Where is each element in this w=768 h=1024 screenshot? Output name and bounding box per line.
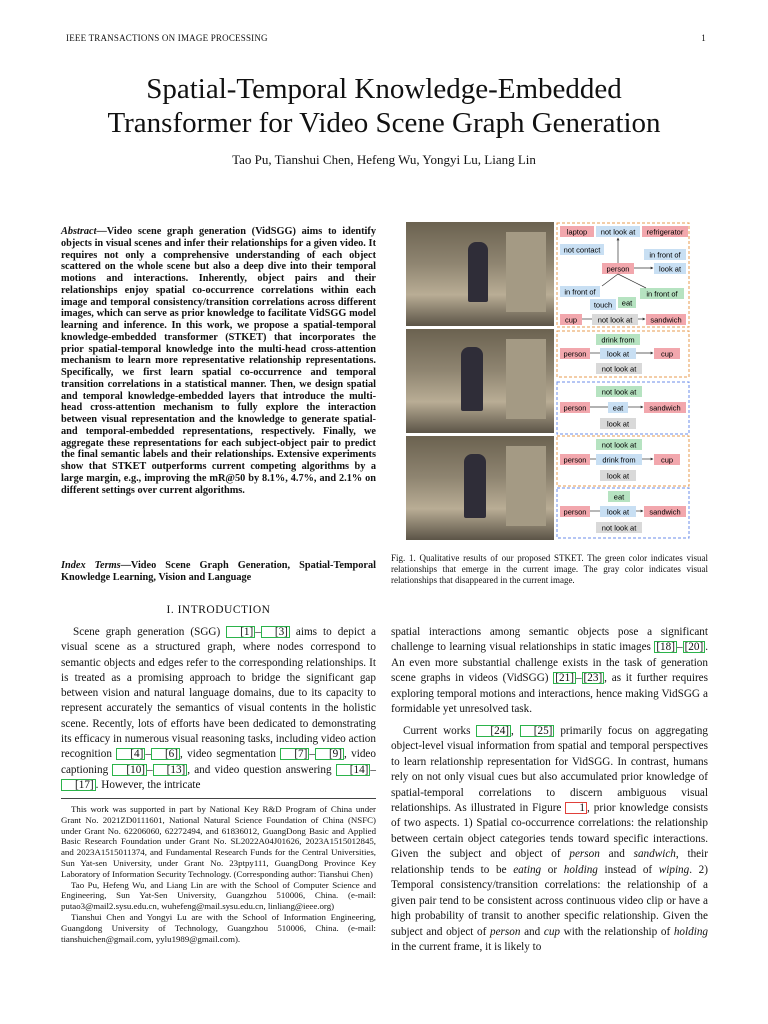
- index-terms-text: —Video Scene Graph Generation, Spatial-Temporal Knowledge Learning, Vision and Language: [61, 560, 376, 583]
- node-laptop-label: laptop: [566, 227, 588, 237]
- p3-look-at-label: look at: [606, 419, 630, 429]
- citation-link[interactable]: [24]: [476, 725, 511, 737]
- citation-link[interactable]: [17]: [61, 779, 96, 791]
- person-silhouette: [464, 454, 486, 518]
- node-not-look-at-label: not look at: [600, 227, 636, 237]
- p3-not-look-at-label: not look at: [601, 387, 637, 397]
- footnote-affiliation-1: Tao Pu, Hefeng Wu, and Liang Lin are with the School of Computer Science and Engineering, Sun Yat-Sen University, Guangzhou 510006, China. (e-mail: putao3@mail2.sysu.edu.cn, wuhefeng@mail.sysu.edu.cn, linliang@ieee.org): [61, 879, 376, 912]
- p5-eat-label: eat: [613, 492, 625, 502]
- p2-look-at-label: look at: [606, 349, 630, 359]
- citation-link[interactable]: [25]: [520, 725, 555, 737]
- abstract: [61, 226, 376, 496]
- author-list: Tao Pu, Tianshui Chen, Hefeng Wu, Yongyi Lu, Liang Lin: [232, 152, 536, 167]
- node-eat-label: eat: [621, 298, 633, 308]
- intro-paragraph: spatial interactions among semantic objects pose a significant challenge to learning visual relationships in static images [18] – [20] . An even more substantial challenge exists in the task of generation scene graphs in videos (VidSGG) [21] – [23] , as it further requires exploring temporal motions and interactions, hence making VidSGG a formidable yet unresolved task.: [391, 626, 708, 716]
- node-look-at-label: look at: [658, 264, 682, 274]
- abstract-label: Abstract: [61, 226, 97, 237]
- citation-link[interactable]: [13]: [153, 764, 188, 776]
- citation-link[interactable]: [21]: [555, 672, 574, 685]
- footnotes: [61, 804, 376, 944]
- p2-drink-from-label: drink from: [601, 335, 635, 345]
- citation-link[interactable]: [6]: [151, 748, 180, 760]
- panel-1-border: [557, 223, 689, 327]
- page-number: 1: [701, 33, 706, 43]
- p3-person-label: person: [563, 403, 587, 413]
- journal-name: IEEE TRANSACTIONS ON IMAGE PROCESSING: [66, 33, 268, 43]
- p5-not-look-at-label: not look at: [601, 523, 637, 533]
- node-in-front-of-r2-label: in front of: [646, 289, 678, 299]
- citation-link[interactable]: [18]: [656, 641, 675, 654]
- figure-link[interactable]: 1: [565, 802, 587, 814]
- abstract-text: —Video scene graph generation (VidSGG) aims to identify objects in visual scenes and infer their relationships for a given video. It requires not only a comprehensive understanding of each object scattered on the whole scene but also a deep dive into their temporal motions and interactions. Inherently, object pairs and their relationships enjoy spatial co-occurrence correlations within each image and temporal consistency/transition correlations across different images, which can serve as prior knowledge to facilitate VidSGG model learning and inference. In this work, we propose a spatial-temporal knowledge-embedded transformer (STKET) that incorporates the prior spatial-temporal knowledge into the multi-head cross-attention mechanism to learn more representative relationship representations. Specifically, we first learn spatial co-occurrence and temporal transition correlations in a statistical manner. Then, we design spatial and temporal knowledge-embedded layers that introduce the multi-head cross-attention mechanism to fully explore the interaction between visual representation and the knowledge to generate spatial- and temporal-embedded representations, respectively. Finally, we aggregate these representations for each subject-object pair to predict the final semantic labels and their relationships. Extensive experiments show that STKET outperforms current competing algorithms by a large margin, e.g., improving the mR@50 by 8.1%, 4.7%, and 2.1% on different settings over current algorithms.: [61, 226, 376, 496]
- node-refrigerator-label: refrigerator: [646, 227, 684, 237]
- intro-left-column: [61, 625, 376, 793]
- section-heading: [61, 604, 376, 616]
- scene-graph-diagrams: [556, 222, 690, 540]
- node-cup-label: cup: [564, 315, 578, 325]
- refrigerator-shape: [506, 446, 546, 526]
- p5-look-at-label: look at: [606, 507, 630, 517]
- node-not-contact-label: not contact: [563, 245, 601, 255]
- video-frame-2: [406, 329, 554, 433]
- p4-not-look-at-label: not look at: [601, 440, 637, 450]
- intro-right-column: [391, 625, 708, 956]
- node-sandwich-label: sandwich: [650, 315, 682, 325]
- p2-cup-label: cup: [660, 349, 674, 359]
- p5-sandwich-label: sandwich: [649, 507, 681, 517]
- citation-link[interactable]: [3]: [261, 626, 290, 638]
- person-silhouette: [461, 347, 483, 411]
- figure-caption: Fig. 1. Qualitative results of our proposed STKET. The green color indicates visual relationships that emerge in the current image. The gray color indicates visual relationships that disappeared in the current image.: [391, 553, 708, 585]
- p4-cup-label: cup: [660, 455, 674, 465]
- citation-link[interactable]: [20]: [684, 641, 704, 654]
- video-frame-1: [406, 222, 554, 326]
- p5-person-label: person: [563, 507, 587, 517]
- footnote-affiliation-2: Tianshui Chen and Yongyi Lu are with the School of Information Engineering, Guangdong University of Technology, Guangzhou 510006, China. (e-mail: tianshuichen@gmail.com, yylu1989@gmail.com).: [61, 911, 376, 944]
- citation-link[interactable]: [1]: [226, 626, 255, 638]
- p4-drink-from-label: drink from: [602, 455, 636, 465]
- node-person-label: person: [606, 264, 630, 274]
- paper-title: [0, 72, 768, 140]
- citation-link[interactable]: [14]: [336, 764, 371, 776]
- node-in-front-of-r-label: in front of: [649, 250, 681, 260]
- p4-look-at-label: look at: [606, 471, 630, 481]
- running-header: [66, 33, 706, 43]
- p3-sandwich-label: sandwich: [649, 403, 681, 413]
- section-number: I.: [166, 604, 175, 616]
- footnote-rule: [61, 798, 376, 799]
- figure-1: [406, 222, 690, 540]
- intro-paragraph: Current works [24] , [25] primarily focus on aggregating object-level visual information from spatial and temporal perspectives to learn relationship representation for VidSGG. In contrast, humans rely on not only visual cues but also accumulated prior knowledge of spatial-temporal correlations to discern ambiguous visual relationships. As illustrated in Figure 1 , prior knowledge consists of two aspects. 1) Spatial co-occurrence correlations: the relationship between certain object categories tends toward specific interactions. Given the subject and object of person and sandwich, their relationship tends to be eating or holding instead of wiping. 2) Temporal consistency/transition correlations: the relationship of a given pair tend to be consistent across continuous video clip or have a high probability of transit to another specific relationship. Given the subject and object of person and cup with the relationship of holding in the current frame, it is likely to: [391, 724, 709, 954]
- node-in-front-of-l-label: in front of: [564, 287, 596, 297]
- citation-link[interactable]: [23]: [583, 672, 603, 685]
- intro-paragraph: Scene graph generation (SGG) [1] – [3] aims to depict a visual scene as a structured graph, where nodes correspond to semantic objects and edges refer to the corresponding relationships. It is treated as a promising approach to bridge the significant gap between vision and natural language domains, due to its capacity to represent accurately the semantics of visual contents in the holistic scene. Recently, lots of efforts have been dedicated to demonstrating its efficacy in numerous visual reasoning tasks, including video action recognition [4] – [6] , video segmentation [7] – [9] , video captioning [10] – [13] , and video question answering [14] –[17] . However, the intricate: [61, 626, 376, 791]
- node-touch-label: touch: [593, 300, 613, 310]
- p3-eat-label: eat: [612, 403, 624, 413]
- footnote-funding: This work was supported in part by National Key R&D Program of China under Grant No. 2021ZD0111601, National Natural Science Foundation of China (NSFC) under Grant No. 62206060, 62272494, and 61836012, GuangDong Basic and Applied Basic Research Foundation under Grant No. SL2022A04J01626, 2023A1515012845, and 2023A1515011374, and Fundamental Research Funds for the Central Universities, Sun Yat-sen University, under Grant No. 23ptpy111, GuangDong Province Key Laboratory of Information Security Technology. (Corresponding author: Tianshui Chen): [61, 804, 376, 879]
- citation-link[interactable]: [7]: [280, 748, 309, 760]
- section-title: INTRODUCTION: [177, 604, 271, 616]
- title-line-1: Spatial-Temporal Knowledge-Embedded: [146, 73, 622, 105]
- p4-person-label: person: [563, 455, 587, 465]
- p2-not-look-at-label: not look at: [601, 364, 637, 374]
- index-terms: [61, 560, 376, 584]
- refrigerator-shape: [506, 232, 546, 312]
- refrigerator-shape: [506, 339, 546, 419]
- person-silhouette: [468, 242, 488, 302]
- citation-link[interactable]: [9]: [315, 748, 344, 760]
- title-line-2: Transformer for Video Scene Graph Generation: [107, 107, 661, 139]
- index-terms-label: Index Terms: [61, 560, 121, 571]
- citation-link[interactable]: [10]: [112, 764, 147, 776]
- node-not-look-at-2-label: not look at: [597, 315, 633, 325]
- p2-person-label: person: [563, 349, 587, 359]
- citation-link[interactable]: [4]: [116, 748, 145, 760]
- video-frame-3: [406, 436, 554, 540]
